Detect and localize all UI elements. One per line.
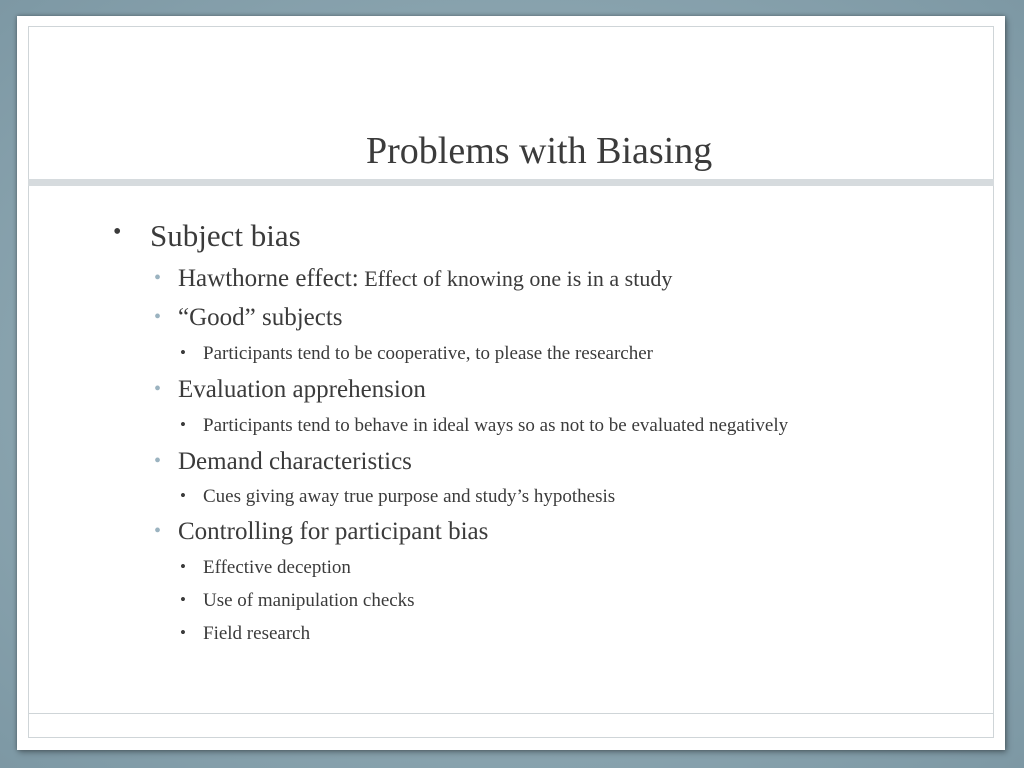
bullet-text: Cues giving away true purpose and study’s hypothesis bbox=[203, 486, 616, 507]
bullet-marker: • bbox=[180, 415, 186, 434]
bullet-marker: • bbox=[154, 378, 162, 400]
bullet-marker: • bbox=[154, 450, 162, 472]
slide-title: Problems with Biasing bbox=[366, 130, 713, 172]
bullet-marker: • bbox=[180, 486, 186, 505]
bullet-marker: • bbox=[180, 590, 186, 609]
bullet-text: Evaluation apprehension bbox=[178, 376, 426, 403]
bullet-marker: • bbox=[180, 343, 186, 362]
bullet-marker: • bbox=[113, 219, 122, 245]
bullet-text: Demand characteristics bbox=[178, 448, 412, 475]
bullet-text: Effective deception bbox=[203, 557, 351, 578]
bullet-text: Controlling for participant bias bbox=[178, 518, 489, 545]
bullet-text: Participants tend to be cooperative, to please the researcher bbox=[203, 343, 653, 364]
bullet-marker: • bbox=[154, 306, 162, 328]
bullet-text: Participants tend to behave in ideal ways so as not to be evaluated negatively bbox=[203, 415, 789, 436]
bullet-marker: • bbox=[154, 520, 162, 542]
hawthorne-label: Hawthorne effect: bbox=[178, 265, 359, 292]
hawthorne-description: Effect of knowing one is in a study bbox=[358, 266, 673, 291]
bullet-text: “Good” subjects bbox=[178, 304, 343, 331]
slide bbox=[17, 16, 1005, 750]
bullet-marker: • bbox=[180, 623, 186, 642]
bullet-text: Field research bbox=[203, 623, 311, 644]
slide-content bbox=[17, 16, 1005, 750]
bullet-text bbox=[178, 266, 672, 291]
bullet-marker: • bbox=[154, 267, 162, 289]
bullet-text: Use of manipulation checks bbox=[203, 590, 415, 611]
bullet-text: Subject bias bbox=[150, 218, 301, 253]
bullet-marker: • bbox=[180, 557, 186, 576]
